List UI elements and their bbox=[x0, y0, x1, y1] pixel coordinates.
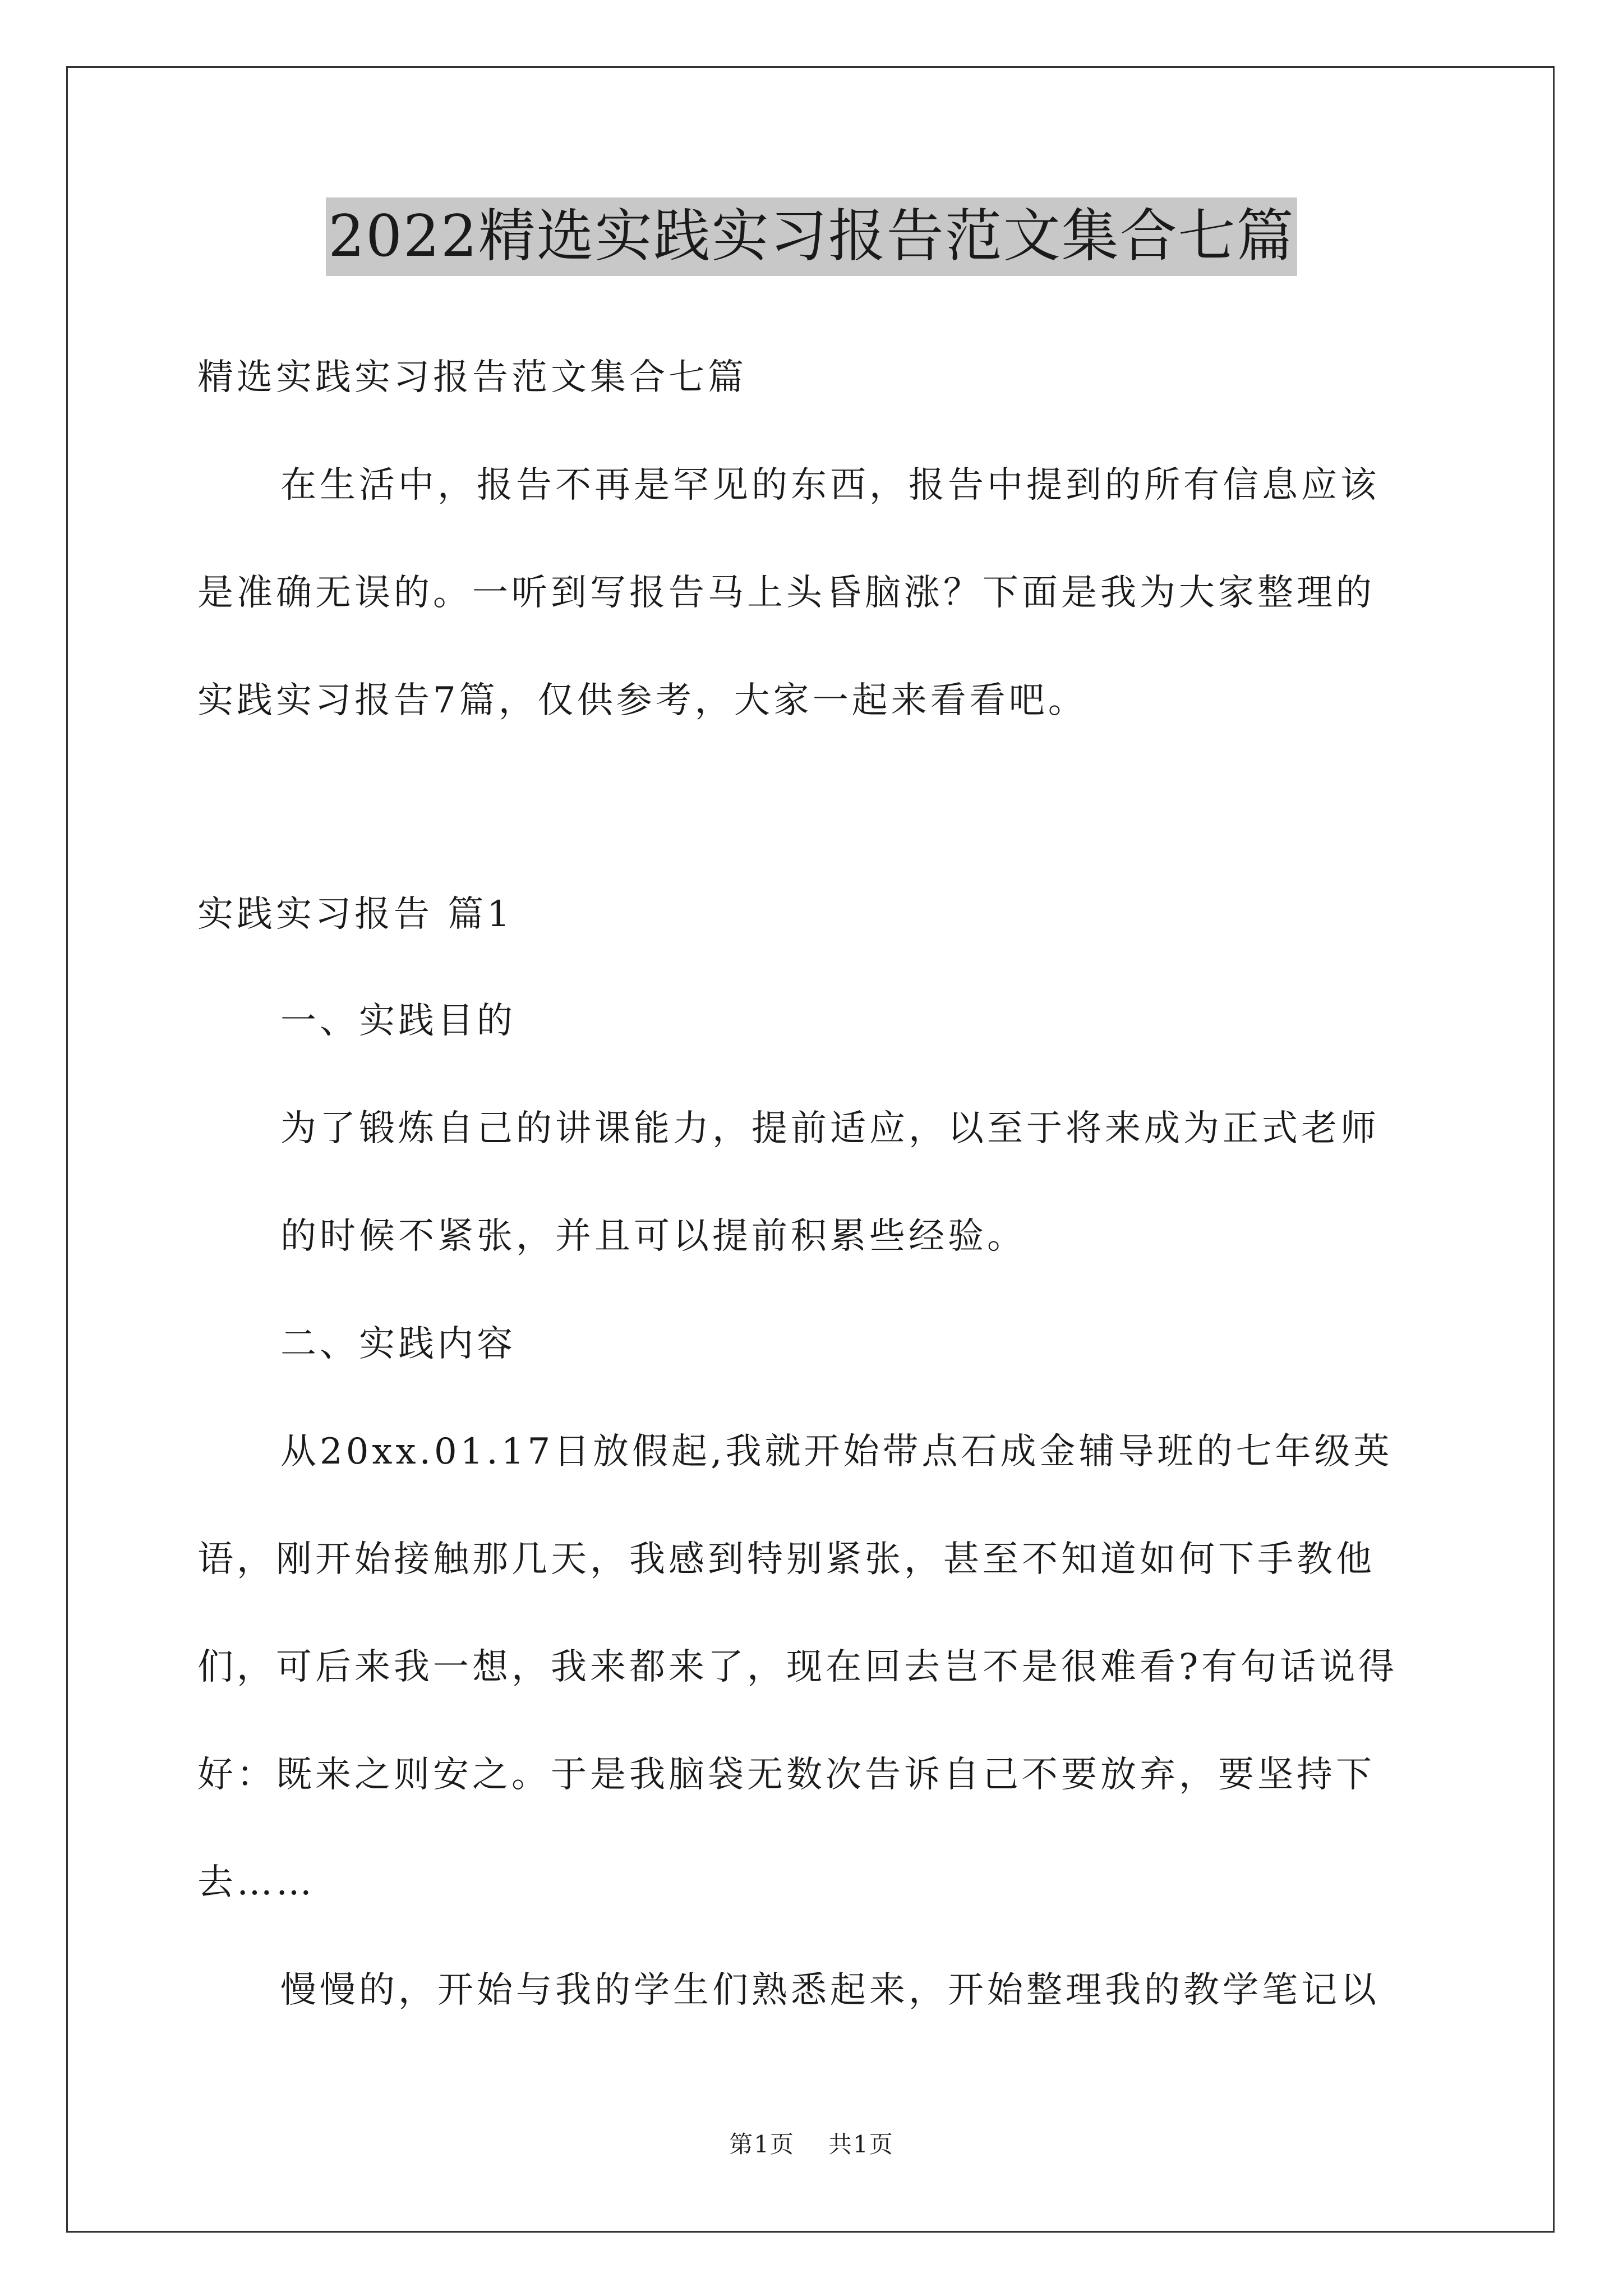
content-line-5: 去…… bbox=[197, 1862, 315, 1903]
content-line-4: 好：既来之则安之。于是我脑袋无数次告诉自己不要放弃，要坚持下 bbox=[197, 1754, 1375, 1796]
intro-line-2: 是准确无误的。一听到写报告马上头昏脑涨？下面是我为大家整理的 bbox=[197, 572, 1375, 614]
intro-line-1: 在生活中，报告不再是罕见的东西，报告中提到的所有信息应该 bbox=[280, 464, 1380, 506]
purpose-line-1: 为了锻炼自己的讲课能力，提前适应，以至于将来成为正式老师 bbox=[280, 1108, 1380, 1149]
content-heading: 二、实践内容 bbox=[280, 1323, 516, 1365]
content-line-1: 从20xx.01.17日放假起,我就开始带点石成金辅导班的七年级英 bbox=[280, 1431, 1393, 1473]
purpose-heading: 一、实践目的 bbox=[280, 1000, 516, 1042]
content-line-2: 语，刚开始接触那几天，我感到特别紧张，甚至不知道如何下手教他 bbox=[197, 1539, 1375, 1580]
purpose-line-2: 的时候不紧张，并且可以提前积累些经验。 bbox=[280, 1216, 1026, 1257]
page-number: 第1页 bbox=[729, 2131, 795, 2158]
document-title: 2022精选实践实习报告范文集合七篇 bbox=[326, 197, 1297, 276]
last-line: 慢慢的，开始与我的学生们熟悉起来，开始整理我的教学笔记以 bbox=[280, 1970, 1380, 2011]
title-container bbox=[0, 197, 1623, 276]
page-footer bbox=[0, 2129, 1623, 2160]
page-total: 共1页 bbox=[828, 2131, 894, 2158]
section-heading: 实践实习报告 篇1 bbox=[197, 894, 514, 935]
intro-line-3: 实践实习报告7篇，仅供参考，大家一起来看看吧。 bbox=[197, 680, 1087, 721]
document-subtitle: 精选实践实习报告范文集合七篇 bbox=[197, 357, 747, 398]
content-line-3: 们，可后来我一想，我来都来了，现在回去岂不是很难看?有句话说得 bbox=[197, 1646, 1398, 1688]
